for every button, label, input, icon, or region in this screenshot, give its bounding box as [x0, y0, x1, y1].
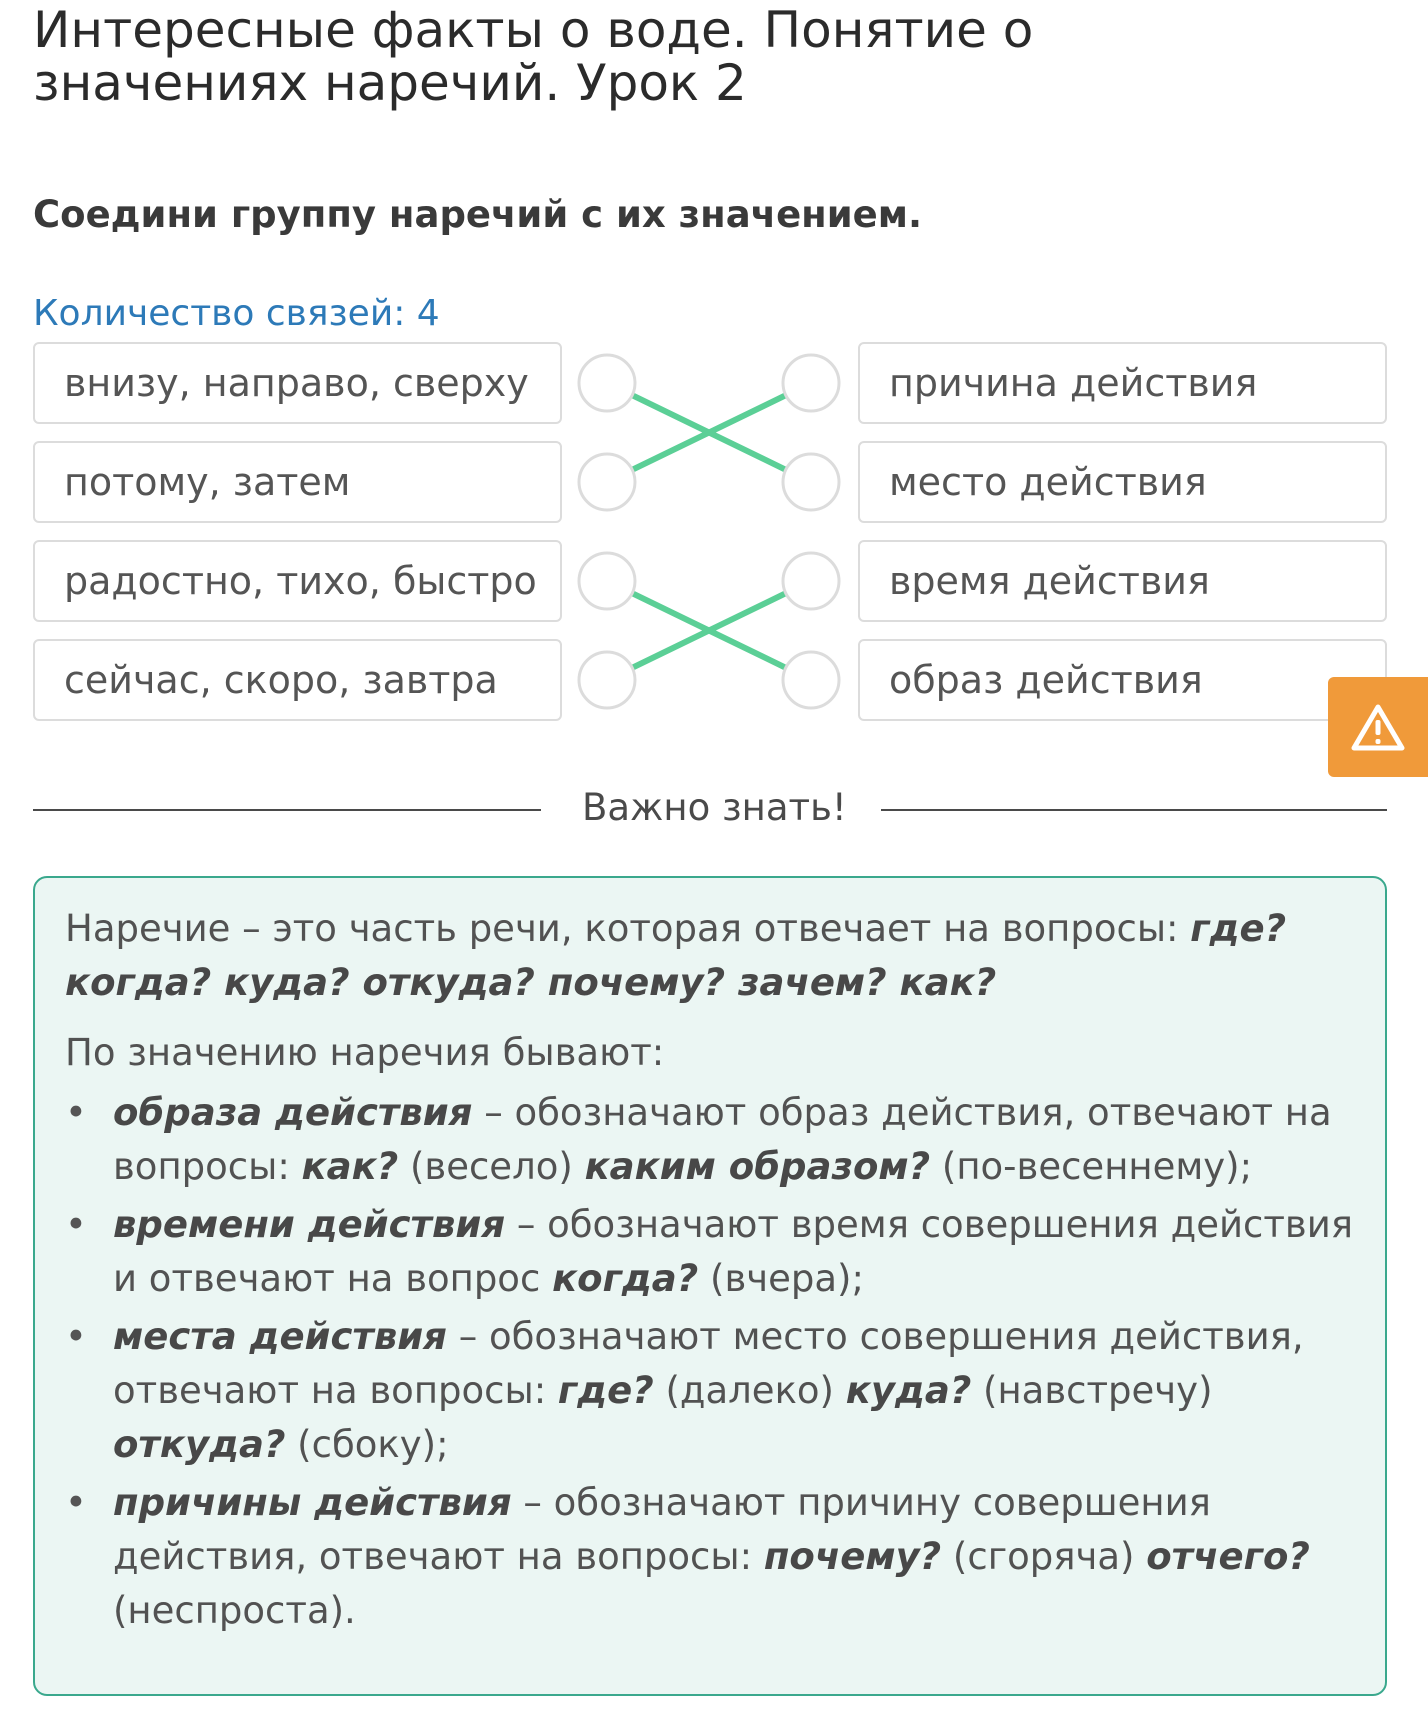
list-item: • места действия – обозначают место совершения действия, отвечают на вопросы: где? (далеко) куда? (навстречу) откуда? (сбоку); [113, 1310, 1355, 1472]
bullet-icon: • [65, 1203, 87, 1246]
right-connector-2[interactable] [783, 454, 839, 510]
info-subhead: По значению наречия бывают: [65, 1031, 665, 1074]
connections-counter: Количество связей: 4 [33, 293, 440, 334]
task-instruction: Соедини группу наречий с их значением. [33, 193, 923, 236]
left-item-2[interactable]: потому, затем [33, 441, 562, 523]
left-connector-4[interactable] [579, 652, 635, 708]
list-item: • образа действия – обозначают образ действия, отвечают на вопросы: как? (весело) каким образом? (по-весеннему); [113, 1086, 1355, 1194]
divider-line-right [881, 809, 1387, 811]
left-item-4[interactable]: сейчас, скоро, завтра [33, 639, 562, 721]
left-item-1[interactable]: внизу, направо, сверху [33, 342, 562, 424]
right-connector-1[interactable] [783, 355, 839, 411]
left-connector-1[interactable] [579, 355, 635, 411]
list-item: • времени действия – обозначают время совершения действия и отвечают на вопрос когда? (вчера); [113, 1198, 1355, 1306]
right-item-4[interactable]: образ действия [858, 639, 1387, 721]
list-item: • причины действия – обозначают причину совершения действия, отвечают на вопросы: почему? (сгоряча) отчего? (неспроста). [113, 1476, 1355, 1638]
intro-questions: где? когда? куда? откуда? почему? зачем? как? [65, 907, 1287, 1004]
bullet-icon: • [65, 1091, 87, 1134]
report-button[interactable] [1328, 677, 1428, 777]
right-connector-4[interactable] [783, 652, 839, 708]
right-item-1[interactable]: причина действия [858, 342, 1387, 424]
right-item-2[interactable]: место действия [858, 441, 1387, 523]
left-connector-2[interactable] [579, 454, 635, 510]
connection-area [0, 0, 1428, 760]
left-connector-3[interactable] [579, 553, 635, 609]
info-intro: Наречие – это часть речи, которая отвечает на вопросы: где? когда? куда? откуда? почему? зачем? как? [65, 907, 1287, 1004]
bullet-icon: • [65, 1481, 87, 1524]
meaning-list [65, 1086, 1355, 1638]
right-connector-3[interactable] [783, 553, 839, 609]
warning-triangle-icon [1351, 703, 1405, 751]
bullet-icon: • [65, 1315, 87, 1358]
right-item-3[interactable]: время действия [858, 540, 1387, 622]
divider-line-left [33, 809, 541, 811]
page-title: Интересные факты о воде. Понятие о значениях наречий. Урок 2 [33, 1, 1034, 112]
left-item-3[interactable]: радостно, тихо, быстро [33, 540, 562, 622]
info-box [33, 876, 1387, 1696]
important-label: Важно знать! [582, 786, 847, 829]
